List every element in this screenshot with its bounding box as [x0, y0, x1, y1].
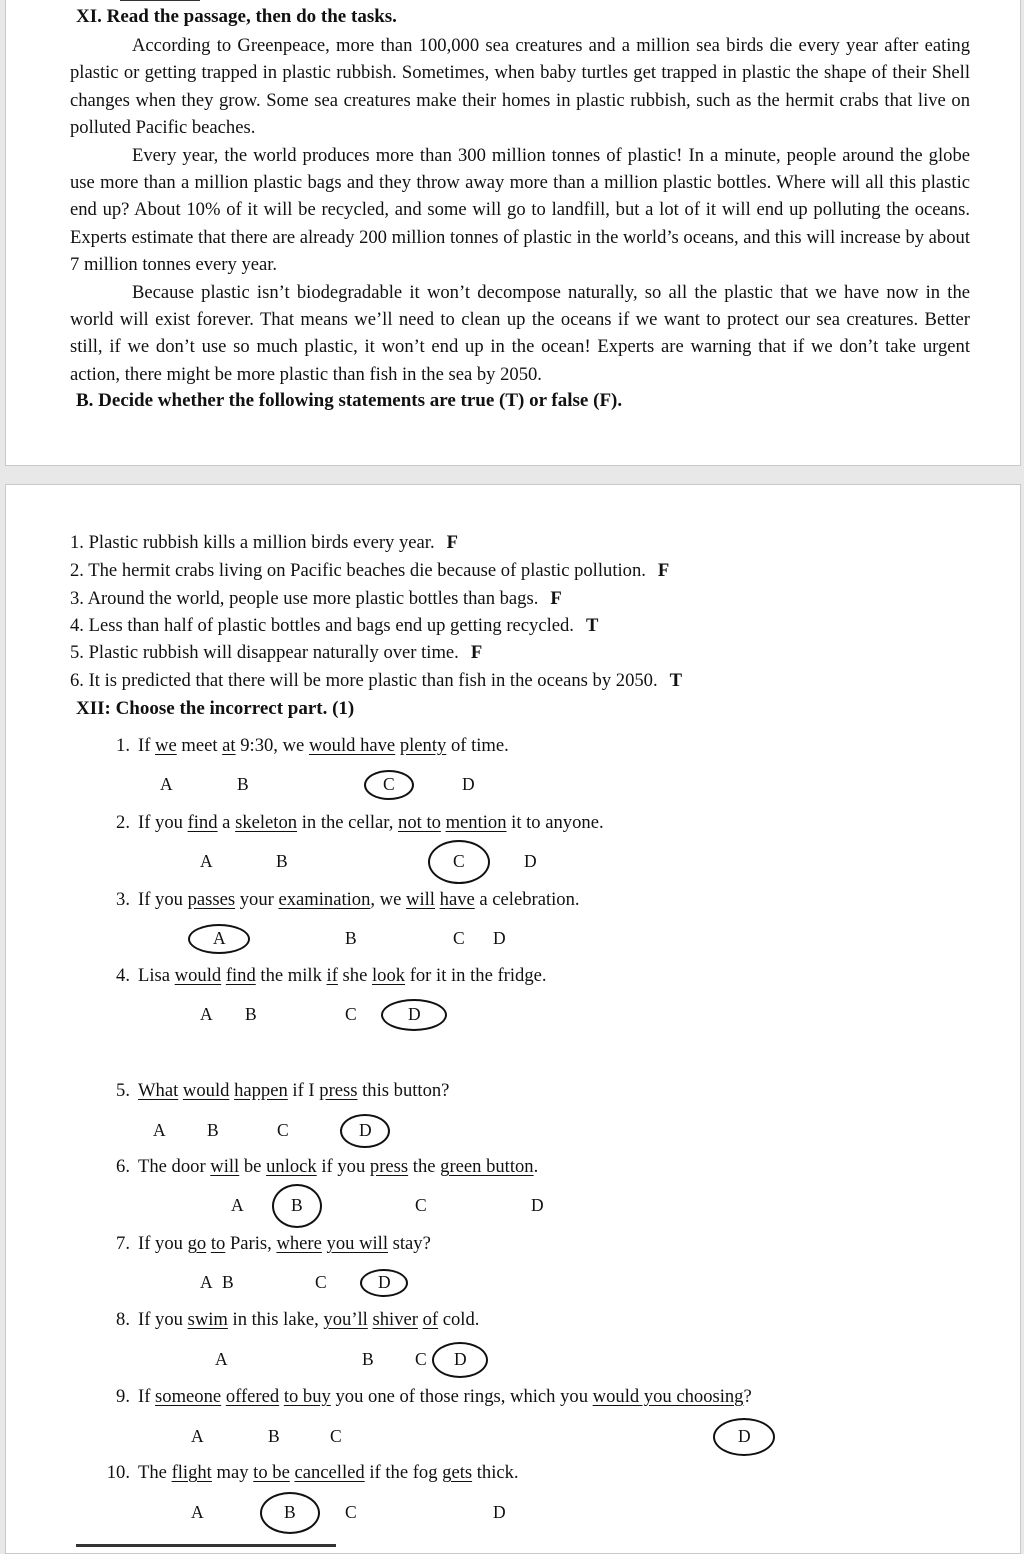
question-text: If you	[138, 812, 188, 833]
question-text: you one of those rings, which you	[330, 1386, 593, 1407]
underlined-part: find	[187, 812, 218, 833]
option-b[interactable]: B	[222, 1272, 234, 1292]
option-b[interactable]: B	[207, 1120, 219, 1140]
statement-text: 1. Plastic rubbish kills a million birds every year.	[70, 532, 435, 553]
question-text: cold.	[438, 1309, 480, 1330]
passage-paragraph-3: Because plastic isn’t biodegradable it won’t decompose naturally, so all the plastic that we have now in the world will exist forever. That means we’ll need to clean up the oceans if we want to protect our sea creatures. Better still, if we don’t use so much plastic, it won’t end up in the ocean! Experts are warning that if we don’t take urgent action, there might be more plastic than fish in the sea by 2050.	[70, 281, 970, 385]
answer-circle	[260, 1492, 320, 1534]
section-xi-title: XI. Read the passage, then do the tasks.	[76, 6, 397, 27]
statement-6	[70, 670, 682, 692]
question-number: 3.	[116, 889, 130, 910]
question-text: thick.	[472, 1462, 519, 1483]
question-text: be	[239, 1156, 267, 1177]
underlined-part: you will	[326, 1233, 388, 1254]
statement-text: 2. The hermit crabs living on Pacific beaches die because of plastic pollution.	[70, 560, 646, 581]
underlined-part: to buy	[283, 1386, 331, 1407]
question-text: If you	[138, 889, 188, 910]
question-number: 1.	[116, 735, 130, 756]
question-text: Paris,	[225, 1233, 277, 1254]
question-text: If you	[138, 1309, 188, 1330]
question-text: it to anyone.	[506, 812, 604, 833]
question-number: 10.	[106, 1462, 130, 1483]
option-c[interactable]: C	[415, 1349, 427, 1369]
option-a[interactable]: A	[200, 851, 213, 871]
question-9	[100, 1386, 752, 1408]
statement-2	[70, 560, 669, 582]
underlined-part: swim	[187, 1309, 228, 1330]
option-b[interactable]: B	[284, 1502, 296, 1522]
underlined-part: press	[319, 1080, 358, 1101]
question-6	[100, 1156, 538, 1178]
statement-answer: F	[550, 588, 562, 609]
answer-circle	[428, 840, 490, 884]
underlined-part: examination	[278, 889, 371, 910]
cutoff-line	[120, 0, 200, 1]
option-d[interactable]: D	[454, 1349, 467, 1369]
option-a[interactable]: A	[153, 1120, 166, 1140]
question-2	[100, 812, 604, 834]
underlined-part: unlock	[266, 1156, 317, 1177]
underlined-part: to be	[253, 1462, 290, 1483]
statement-answer: F	[446, 532, 458, 553]
option-d[interactable]: D	[738, 1426, 751, 1446]
underlined-part: find	[225, 965, 256, 986]
question-text: she	[337, 965, 372, 986]
underlined-part: to	[210, 1233, 226, 1254]
question-4	[100, 965, 547, 987]
option-d[interactable]: D	[524, 851, 537, 871]
option-c[interactable]: C	[330, 1426, 342, 1446]
underlined-part: skeleton	[235, 812, 298, 833]
question-text: , we	[370, 889, 407, 910]
underlined-part: at	[222, 735, 236, 756]
underlined-part: plenty	[399, 735, 447, 756]
underlined-part: happen	[234, 1080, 288, 1101]
option-c[interactable]: C	[383, 774, 395, 794]
question-text: if the fog	[364, 1462, 443, 1483]
passage-paragraph-2: Every year, the world produces more than 300 million tonnes of plastic! In a minute, people around the globe use more than a million plastic bags and they throw away more than a million plastic bottles. Where will all this plastic end up? About 10% of it will be recycled, and some will go to landfill, but a lot of it will end up polluting the oceans. Experts estimate that there are already 200 million tonnes of plastic in the world’s oceans, and this will increase by about 7 million tonnes every year.	[70, 144, 970, 276]
answer-circle	[432, 1342, 488, 1378]
answer-circle	[272, 1184, 322, 1228]
statement-answer: F	[470, 642, 483, 663]
task-b-title: B. Decide whether the following statements are true (T) or false (F).	[76, 390, 623, 411]
underlined-part: look	[371, 965, 406, 986]
option-a[interactable]: A	[191, 1502, 204, 1522]
question-text: this button?	[357, 1080, 450, 1101]
underlined-part: go	[187, 1233, 207, 1254]
question-text: the milk	[255, 965, 327, 986]
question-number: 5.	[116, 1080, 130, 1101]
question-number: 2.	[116, 812, 130, 833]
question-text: the	[408, 1156, 441, 1177]
question-text: of time.	[446, 735, 509, 756]
question-text: a celebration.	[474, 889, 580, 910]
question-text: a	[217, 812, 236, 833]
option-d[interactable]: D	[493, 1502, 506, 1522]
option-c[interactable]: C	[415, 1195, 427, 1215]
question-text: If	[138, 1386, 156, 1407]
option-d[interactable]: D	[378, 1272, 391, 1292]
option-b[interactable]: B	[362, 1349, 374, 1369]
question-text: if I	[287, 1080, 320, 1101]
question-text: if you	[316, 1156, 370, 1177]
option-c[interactable]: C	[453, 928, 465, 948]
option-b[interactable]: B	[237, 774, 249, 794]
question-5	[100, 1080, 449, 1102]
option-a[interactable]: A	[200, 1272, 213, 1292]
option-a[interactable]: A	[191, 1426, 204, 1446]
passage-paragraph-1: According to Greenpeace, more than 100,000 sea creatures and a million sea birds die every year after eating plastic or getting trapped in plastic rubbish. Sometimes, when baby turtles get trapped in plastic the shape of their Shell changes when they grow. Some sea creatures make their homes in plastic rubbish, such as the hermit crabs that live on polluted Pacific beaches.	[70, 35, 970, 139]
underlined-part: if	[326, 965, 338, 986]
statement-text: 5. Plastic rubbish will disappear naturally over time.	[70, 642, 459, 663]
option-b[interactable]: B	[245, 1004, 257, 1024]
question-text: for it in the fridge.	[405, 965, 547, 986]
underlined-part: mention	[445, 812, 507, 833]
option-a[interactable]: A	[215, 1349, 228, 1369]
underlined-part: would	[182, 1080, 230, 1101]
question-number: 4.	[116, 965, 130, 986]
underlined-part: you’ll	[323, 1309, 368, 1330]
option-c[interactable]: C	[453, 851, 465, 871]
question-text: in the cellar,	[297, 812, 399, 833]
underlined-part: offered	[225, 1386, 280, 1407]
option-b[interactable]: B	[268, 1426, 280, 1446]
statement-text: 3. Around the world, people use more plastic bottles than bags.	[70, 588, 539, 609]
answer-circle	[188, 924, 250, 954]
statement-text: 6. It is predicted that there will be more plastic than fish in the oceans by 2050.	[70, 670, 658, 691]
underlined-part: green button	[440, 1156, 534, 1177]
question-text: 9:30, we	[235, 735, 309, 756]
underlined-part: will	[406, 889, 435, 910]
section-xii-title: XII: Choose the incorrect part. (1)	[76, 698, 355, 719]
option-c[interactable]: C	[345, 1004, 357, 1024]
answer-circle	[381, 999, 447, 1031]
statement-answer: T	[669, 670, 683, 691]
underlined-part: shiver	[372, 1309, 418, 1330]
underlined-part: we	[155, 735, 177, 756]
option-c[interactable]: C	[345, 1502, 357, 1522]
option-a[interactable]: A	[200, 1004, 213, 1024]
option-d[interactable]: D	[359, 1120, 372, 1140]
question-text: may	[211, 1462, 254, 1483]
underlined-part: someone	[155, 1386, 222, 1407]
answer-circle	[713, 1418, 775, 1456]
question-number: 8.	[116, 1309, 130, 1330]
question-text: If	[138, 735, 156, 756]
underlined-part: would have	[308, 735, 396, 756]
underlined-part: will	[210, 1156, 240, 1177]
underlined-part: passes	[187, 889, 236, 910]
underlined-part: cancelled	[294, 1462, 365, 1483]
underlined-part: would	[174, 965, 222, 986]
question-text: in this lake,	[227, 1309, 324, 1330]
answer-circle	[340, 1114, 390, 1148]
option-d[interactable]: D	[462, 774, 475, 794]
question-text: If you	[138, 1233, 188, 1254]
passage	[70, 32, 970, 388]
option-b[interactable]: B	[276, 851, 288, 871]
option-c[interactable]: C	[277, 1120, 289, 1140]
question-text: stay?	[388, 1233, 431, 1254]
statement-1	[70, 532, 458, 554]
question-text: your	[235, 889, 279, 910]
question-number: 7.	[116, 1233, 130, 1254]
option-d[interactable]: D	[493, 928, 506, 948]
question-text: meet	[176, 735, 223, 756]
question-text: Lisa	[138, 965, 175, 986]
question-1	[100, 735, 509, 757]
answer-circle	[364, 770, 414, 800]
question-text: ?	[743, 1386, 752, 1407]
option-b[interactable]: B	[345, 928, 357, 948]
question-10	[100, 1462, 519, 1484]
underlined-part: where	[276, 1233, 322, 1254]
option-a[interactable]: A	[231, 1195, 244, 1215]
underlined-part: press	[369, 1156, 409, 1177]
answer-circle	[360, 1269, 408, 1297]
statement-5	[70, 642, 482, 664]
question-number: 6.	[116, 1156, 130, 1177]
underlined-part: What	[138, 1080, 179, 1101]
question-text: The	[138, 1462, 172, 1483]
underlined-part: not to	[398, 812, 441, 833]
underlined-part: flight	[171, 1462, 212, 1483]
question-text: The door	[138, 1156, 211, 1177]
question-3	[100, 889, 580, 911]
option-b[interactable]: B	[291, 1195, 303, 1215]
option-a[interactable]: A	[213, 928, 226, 948]
option-d[interactable]: D	[408, 1004, 421, 1024]
statement-answer: T	[585, 615, 599, 636]
option-d[interactable]: D	[531, 1195, 544, 1215]
statement-3	[70, 588, 562, 610]
question-text: .	[533, 1156, 539, 1177]
underlined-part: of	[422, 1309, 439, 1330]
option-a[interactable]: A	[160, 774, 173, 794]
statement-4	[70, 615, 598, 637]
option-c[interactable]: C	[315, 1272, 327, 1292]
statement-answer: F	[657, 560, 670, 581]
question-7	[100, 1233, 431, 1255]
statement-text: 4. Less than half of plastic bottles and bags end up getting recycled.	[70, 615, 574, 636]
underlined-part: gets	[442, 1462, 473, 1483]
underlined-part: have	[439, 889, 475, 910]
question-8	[100, 1309, 479, 1331]
question-number: 9.	[116, 1386, 130, 1407]
underlined-part: would you choosing	[592, 1386, 744, 1407]
